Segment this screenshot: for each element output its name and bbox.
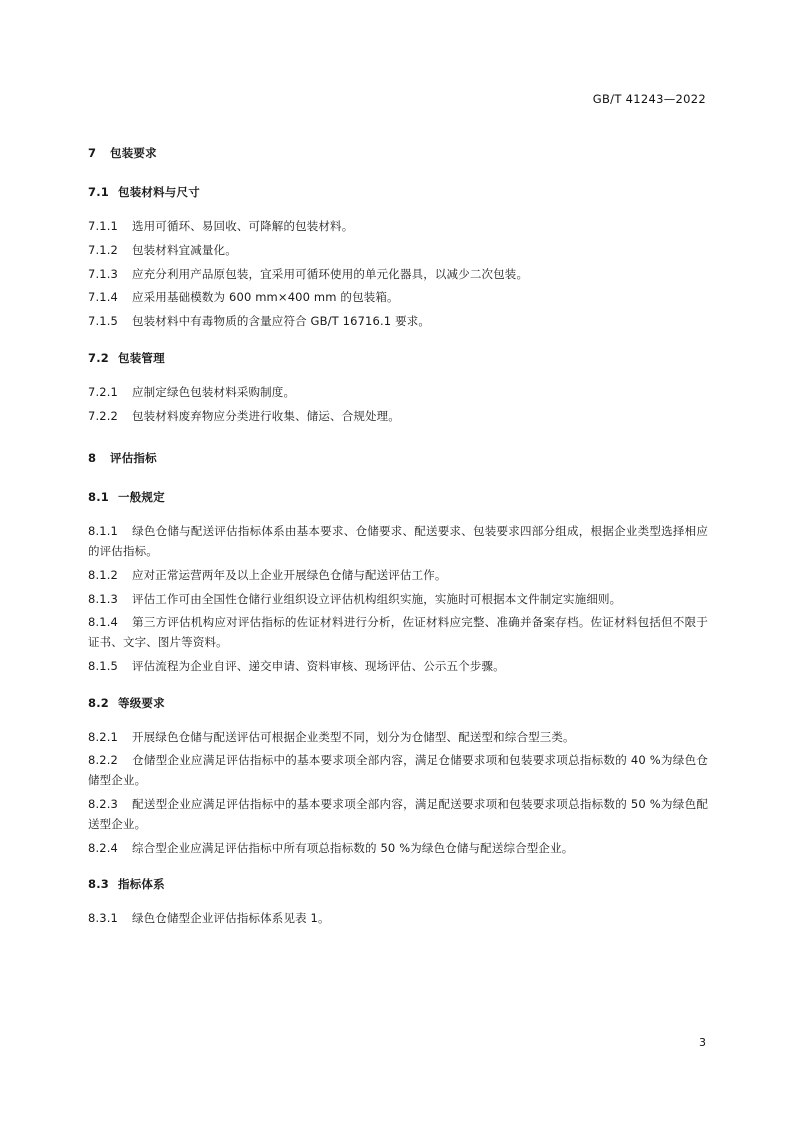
clause-text: 应充分利用产品原包装，宜采用可循环使用的单元化器具，以减少二次包装。 — [132, 266, 529, 281]
section-heading-8 — [88, 450, 708, 466]
clause-item — [88, 795, 708, 835]
clause-text: 第三方评估机构应对评估指标的佐证材料进行分析，佐证材料应完整、准确并备案存档。佐证材料包括但不限于证书、文字、图片等资料。 — [88, 615, 708, 650]
clause-item — [88, 657, 708, 677]
clause-number: 7.1.2 — [88, 242, 119, 257]
clause-text: 包装材料宜减量化。 — [132, 242, 237, 257]
page-number: 3 — [699, 1036, 706, 1049]
clause-item — [88, 613, 708, 653]
clause-item — [88, 217, 708, 237]
subsection-heading-8-3 — [88, 876, 708, 892]
clause-item — [88, 312, 708, 332]
clause-number: 7.2.2 — [88, 408, 119, 423]
clause-text: 包装材料废弃物应分类进行收集、储运、合规处理。 — [132, 408, 400, 423]
clause-number: 7.1.1 — [88, 219, 119, 233]
clause-item — [88, 383, 708, 403]
section-title-8: 评估指标 — [110, 451, 157, 466]
clause-text: 绿色仓储型企业评估指标体系见表 1。 — [132, 911, 330, 926]
clause-item — [88, 590, 708, 610]
clause-item — [88, 241, 708, 261]
clause-text: 开展绿色仓储与配送评估可根据企业类型不同，划分为仓储型、配送型和综合型三类。 — [132, 729, 575, 744]
subsection-number-7-2: 7.2 — [88, 350, 109, 365]
clause-number: 8.2.2 — [88, 753, 119, 768]
clause-number: 8.1.5 — [88, 658, 119, 673]
section-number-7: 7 — [88, 146, 97, 160]
clause-number: 8.1.3 — [88, 591, 119, 606]
clause-item — [88, 522, 708, 562]
section-heading-7 — [88, 145, 708, 161]
subsection-title-7-2: 包装管理 — [118, 350, 165, 365]
clause-item — [88, 265, 708, 285]
clause-item — [88, 728, 708, 748]
clause-text: 评估流程为企业自评、递交申请、资料审核、现场评估、公示五个步骤。 — [132, 658, 505, 673]
clause-item — [88, 751, 708, 791]
clause-text: 选用可循环、易回收、可降解的包装材料。 — [132, 219, 354, 233]
clause-text: 综合型企业应满足评估指标中所有项总指标数的 50 %为绿色仓储与配送综合型企业。 — [132, 840, 574, 855]
subsection-title-8-2: 等级要求 — [118, 695, 165, 710]
clause-item — [88, 288, 708, 308]
clause-text: 评估工作可由全国性仓储行业组织设立评估机构组织实施，实施时可根据本文件制定实施细则。 — [132, 591, 622, 606]
subsection-heading-8-1 — [88, 489, 708, 505]
clause-text: 包装材料中有毒物质的含量应符合 GB/T 16716.1 要求。 — [132, 314, 431, 329]
subsection-number-8-1: 8.1 — [88, 490, 109, 505]
subsection-heading-7-1 — [88, 184, 708, 200]
clause-text: 应采用基础模数为 600 mm×400 mm 的包装箱。 — [132, 290, 399, 305]
clause-text: 应对正常运营两年及以上企业开展绿色仓储与配送评估工作。 — [132, 567, 447, 582]
clause-text: 配送型企业应满足评估指标中的基本要求项全部内容，满足配送要求项和包装要求项总指标数的 50 %为绿色配送型企业。 — [88, 797, 708, 831]
subsection-heading-7-2 — [88, 350, 708, 366]
subsection-number-7-1: 7.1 — [88, 185, 109, 199]
clause-number: 8.3.1 — [88, 911, 119, 926]
subsection-title-8-1: 一般规定 — [118, 490, 165, 505]
clause-number: 8.1.4 — [88, 615, 119, 630]
clause-number: 7.1.4 — [88, 290, 119, 305]
subsection-title-7-1: 包装材料与尺寸 — [118, 185, 200, 199]
clause-text: 应制定绿色包装材料采购制度。 — [132, 384, 296, 399]
document-body — [88, 145, 708, 933]
clause-number: 8.1.1 — [88, 524, 119, 539]
subsection-number-8-3: 8.3 — [88, 877, 109, 892]
clause-number: 8.2.4 — [88, 840, 119, 855]
clause-number: 8.2.3 — [88, 797, 119, 812]
subsection-title-8-3: 指标体系 — [118, 877, 165, 892]
page-header-standard-code: GB/T 41243—2022 — [592, 92, 706, 106]
subsection-heading-8-2 — [88, 695, 708, 711]
clause-item — [88, 909, 708, 929]
clause-number: 7.2.1 — [88, 384, 119, 399]
clause-number: 8.1.2 — [88, 567, 119, 582]
clause-number: 7.1.3 — [88, 266, 119, 281]
section-title-7: 包装要求 — [110, 146, 157, 160]
clause-item — [88, 566, 708, 586]
clause-text: 仓储型企业应满足评估指标中的基本要求项全部内容，满足仓储要求项和包装要求项总指标数的 40 %为绿色仓储型企业。 — [88, 753, 708, 788]
clause-text: 绿色仓储与配送评估指标体系由基本要求、仓储要求、配送要求、包装要求四部分组成，根据企业类型选择相应的评估指标。 — [88, 524, 708, 559]
section-number-8: 8 — [88, 451, 97, 466]
clause-item — [88, 839, 708, 859]
subsection-number-8-2: 8.2 — [88, 695, 109, 710]
clause-item — [88, 407, 708, 427]
clause-number: 8.2.1 — [88, 729, 119, 744]
clause-number: 7.1.5 — [88, 314, 119, 329]
